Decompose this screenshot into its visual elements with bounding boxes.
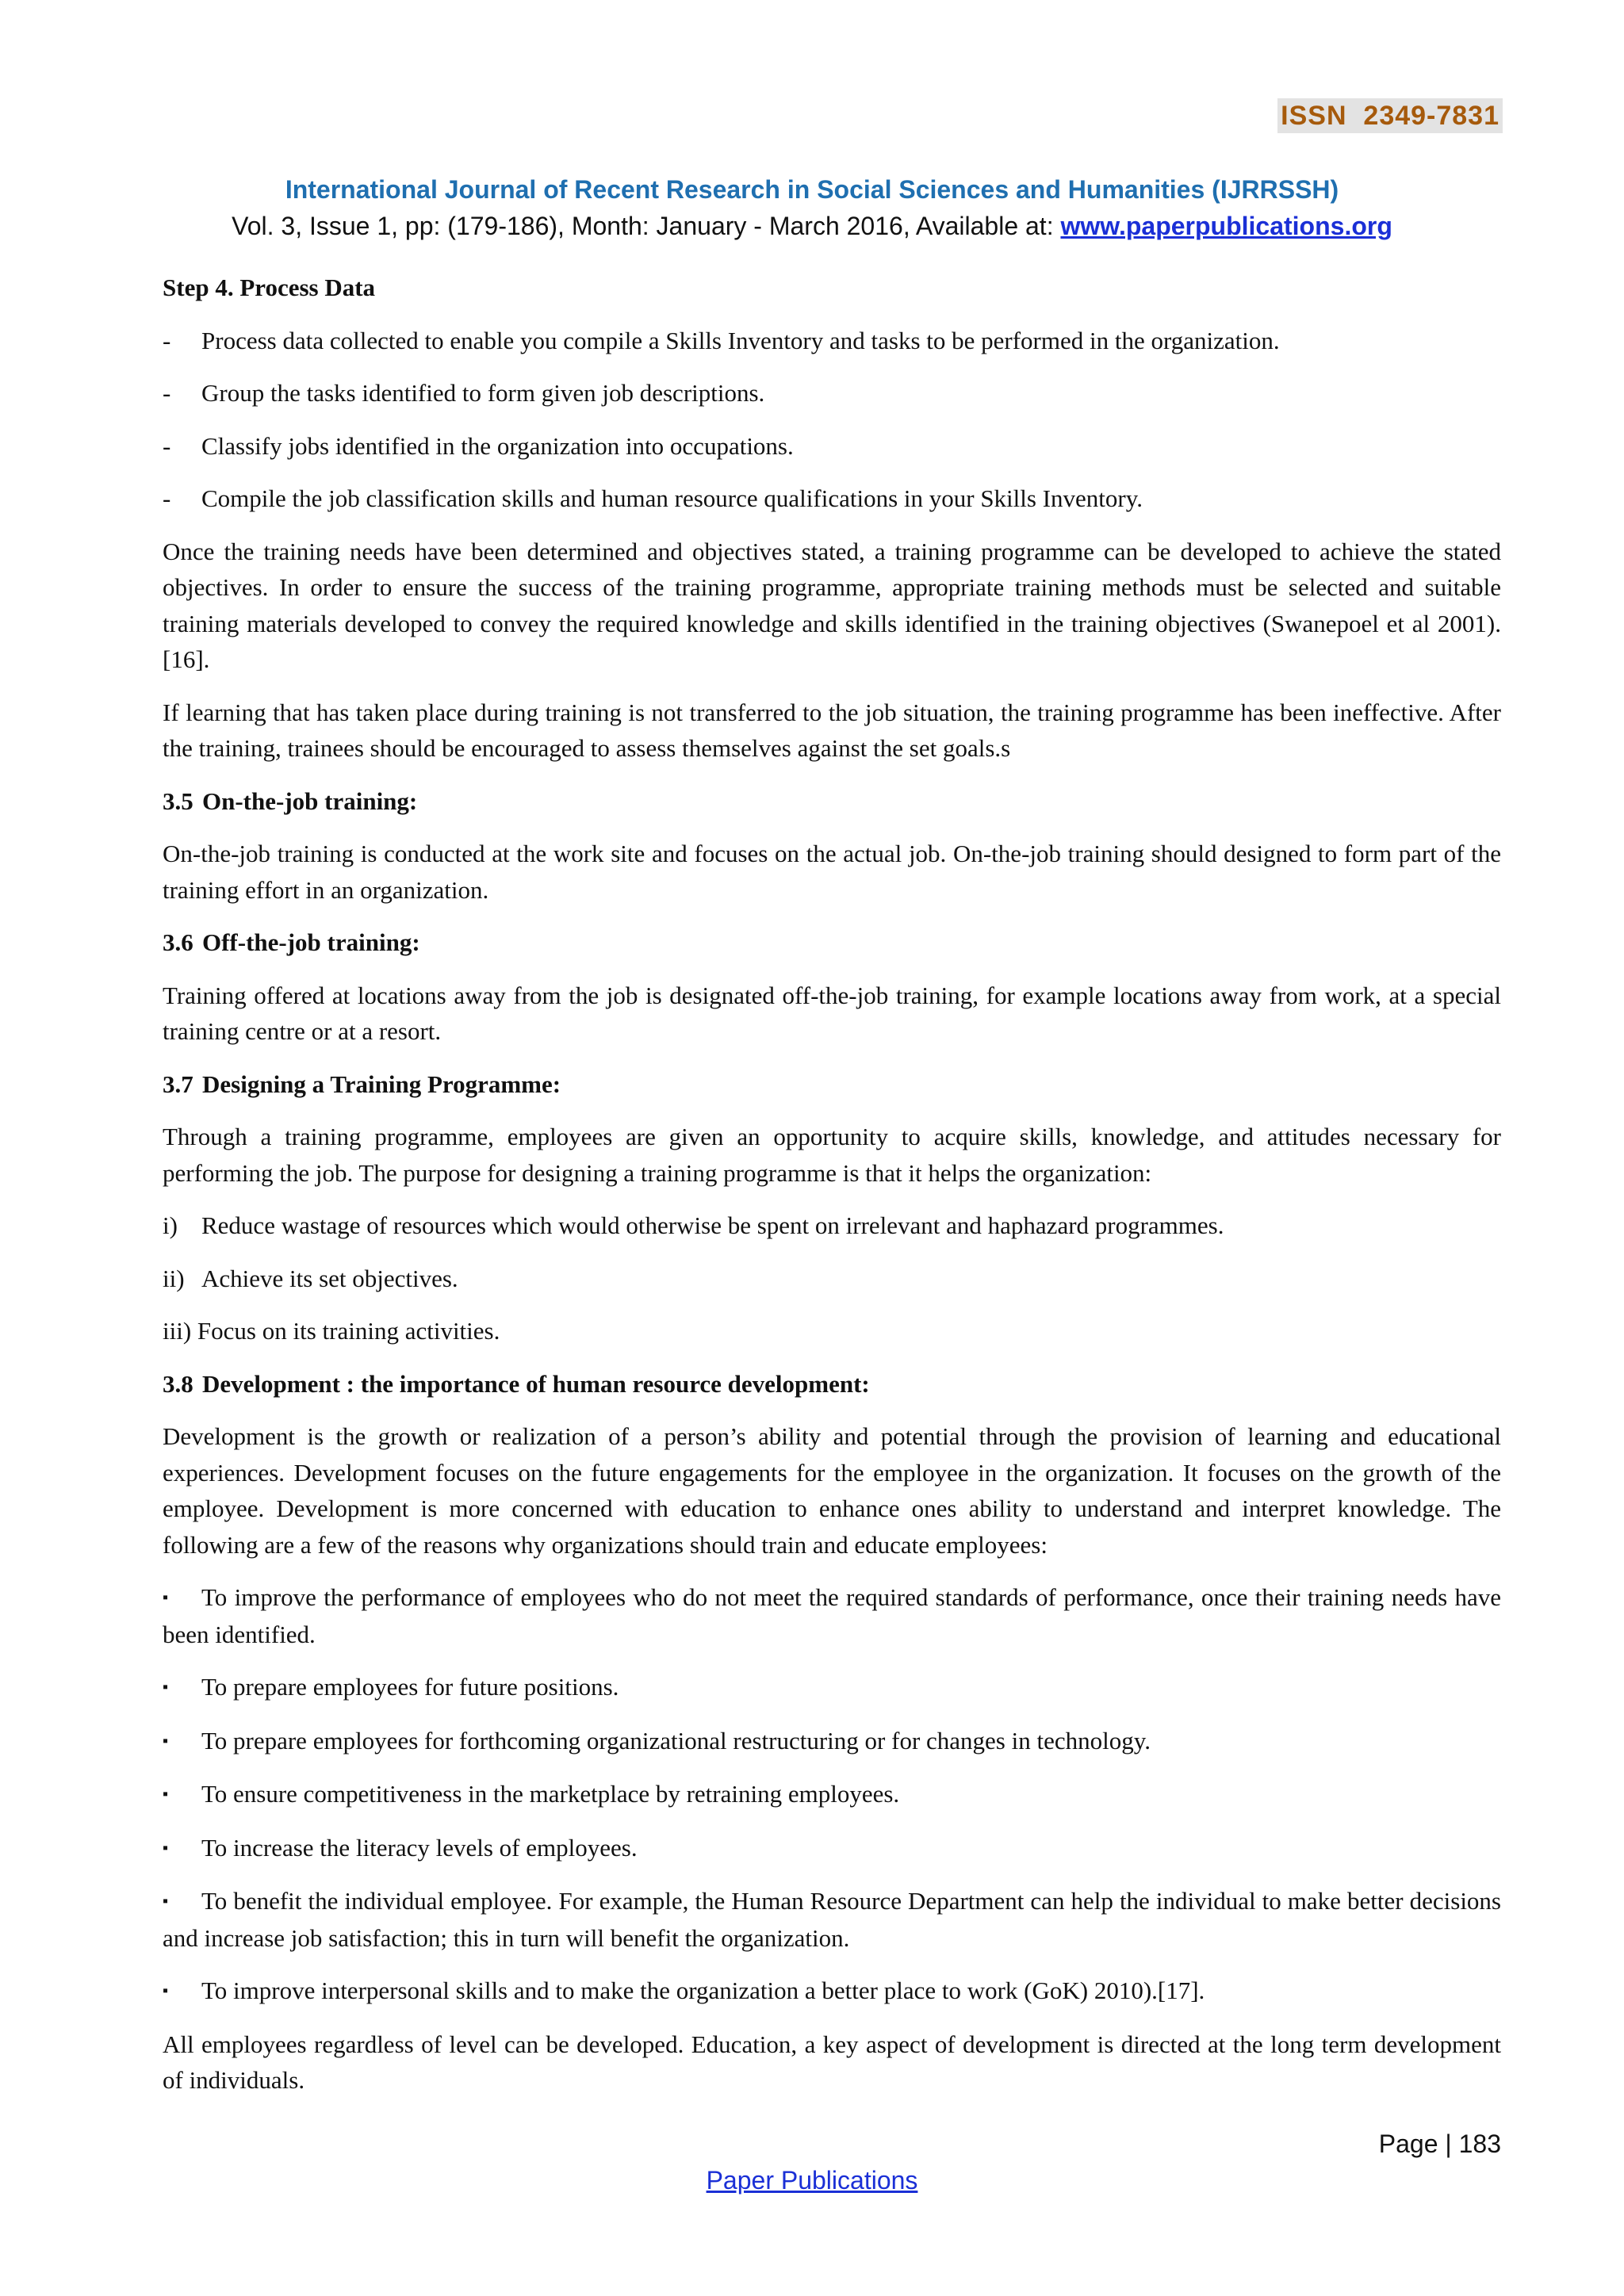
publisher-link[interactable]: Paper Publications [706,2166,918,2195]
list-item-text: Compile the job classification skills and human resource qualifications in your Skills Inventory. [201,484,1143,512]
bullet-item [163,1776,1501,1813]
list-item [163,428,1501,465]
bullet-text: To improve interpersonal skills and to make the organization a better place to work (GoK) 2010).[17]. [201,1976,1205,2004]
section-heading-3-5 [163,783,1501,820]
square-bullet-icon: ▪ [163,1892,169,1910]
bullet-item [163,1579,1501,1652]
journal-meta-text: Vol. 3, Issue 1, pp: (179-186), Month: January - March 2016, Available at: [232,212,1061,240]
list-item-text: Achieve its set objectives. [201,1264,458,1292]
paragraph: On-the-job training is conducted at the work site and focuses on the actual job. On-the-job training should designed to form part of the training effort in an organization. [163,840,1501,904]
square-bullet-icon: ▪ [163,1678,169,1696]
bullet-item [163,1669,1501,1706]
section-heading-3-6 [163,924,1501,961]
section-title: Designing a Training Programme: [202,1070,561,1098]
list-item [163,1313,1501,1349]
bullet-item [163,1830,1501,1867]
article-body [163,270,1501,2115]
section-number: 3.5 [163,786,193,815]
section-heading-3-7 [163,1066,1501,1103]
dash-marker: - [163,484,171,512]
list-item [163,1207,1501,1244]
bullet-item [163,1883,1501,1956]
dash-marker: - [163,379,171,407]
roman-marker: ii) [163,1264,185,1292]
bullet-text: To prepare employees for forthcoming organizational restructuring or for changes in technology. [201,1726,1151,1755]
paragraph: Training offered at locations away from the job is designated off-the-job training, for example locations away from work, at a special training centre or at a resort. [163,981,1501,1045]
list-item-text: Process data collected to enable you compile a Skills Inventory and tasks to be performed in the organization. [201,326,1280,354]
bullet-text: To prepare employees for future positions. [201,1673,619,1701]
list-item [163,1261,1501,1297]
section-number: 3.8 [163,1369,193,1398]
roman-marker: iii) [163,1317,192,1345]
list-item-text: Focus on its training activities. [197,1317,500,1345]
square-bullet-icon: ▪ [163,1732,169,1750]
dash-marker: - [163,431,171,460]
bullet-text: To benefit the individual employee. For example, the Human Resource Department can help the individual to make better decisions and increase job satisfaction; this in turn will benefit the organization. [163,1887,1501,1952]
step4-heading: Step 4. Process Data [163,274,376,301]
list-item [163,480,1501,517]
square-bullet-icon: ▪ [163,1839,169,1857]
section-heading-3-8 [163,1366,1501,1402]
journal-title: International Journal of Recent Research in Social Sciences and Humanities (IJRRSSH) [285,175,1339,204]
section-title: Off-the-job training: [202,928,420,956]
section-number: 3.6 [163,928,193,956]
bullet-text: To increase the literacy levels of employees. [201,1833,638,1862]
list-item-text: Group the tasks identified to form given job descriptions. [201,379,765,407]
list-item [163,323,1501,359]
bullet-text: To ensure competitiveness in the marketplace by retraining employees. [201,1780,900,1808]
section-title: Development : the importance of human resource development: [202,1369,870,1398]
list-item-text: Reduce wastage of resources which would otherwise be spent on irrelevant and haphazard programmes. [201,1211,1224,1239]
section-title: On-the-job training: [202,786,418,815]
square-bullet-icon: ▪ [163,1982,169,1999]
paragraph: Once the training needs have been determined and objectives stated, a training programme can be developed to achieve the stated objectives. In order to ensure the success of the training programme, appropriate training methods must be selected and suitable training materials developed to convey the required knowledge and skills identified in the training objectives (Swanepoel et al 2001).[16]. [163,537,1501,673]
paragraph: All employees regardless of level can be developed. Education, a key aspect of development is directed at the long term development of individuals. [163,2030,1501,2094]
journal-website-link[interactable]: www.paperpublications.org [1060,212,1392,240]
list-item [163,375,1501,411]
bullet-text: To improve the performance of employees who do not meet the required standards of performance, once their training needs have been identified. [163,1583,1501,1648]
roman-marker: i) [163,1211,178,1239]
page-number: Page | 183 [1378,2130,1501,2158]
paragraph: Development is the growth or realization of a person’s ability and potential through the provision of learning and educational experiences. Development focuses on the future engagements for the employee in the organization. It focuses on the growth of the employee. Development is more concerned with education to enhance ones ability to understand and interpret knowledge. The following are a few of the reasons why organizations should train and educate employees: [163,1422,1501,1559]
dash-marker: - [163,326,171,354]
section-number: 3.7 [163,1070,193,1098]
square-bullet-icon: ▪ [163,1589,169,1606]
bullet-item [163,1973,1501,2010]
footer [0,2163,1624,2198]
paragraph: Through a training programme, employees are given an opportunity to acquire skills, knowledge, and attitudes necessary for performing the job. The purpose for designing a training programme is that it helps the organization: [163,1123,1501,1187]
journal-meta [0,209,1624,243]
paragraph: If learning that has taken place during training is not transferred to the job situation, the training programme has been ineffective. After the training, trainees should be encouraged to assess themselves against the set goals.s [163,698,1501,762]
list-item-text: Classify jobs identified in the organization into occupations. [201,431,794,460]
issn-label: ISSN 2349-7831 [1277,98,1503,133]
square-bullet-icon: ▪ [163,1785,169,1803]
bullet-item [163,1723,1501,1760]
